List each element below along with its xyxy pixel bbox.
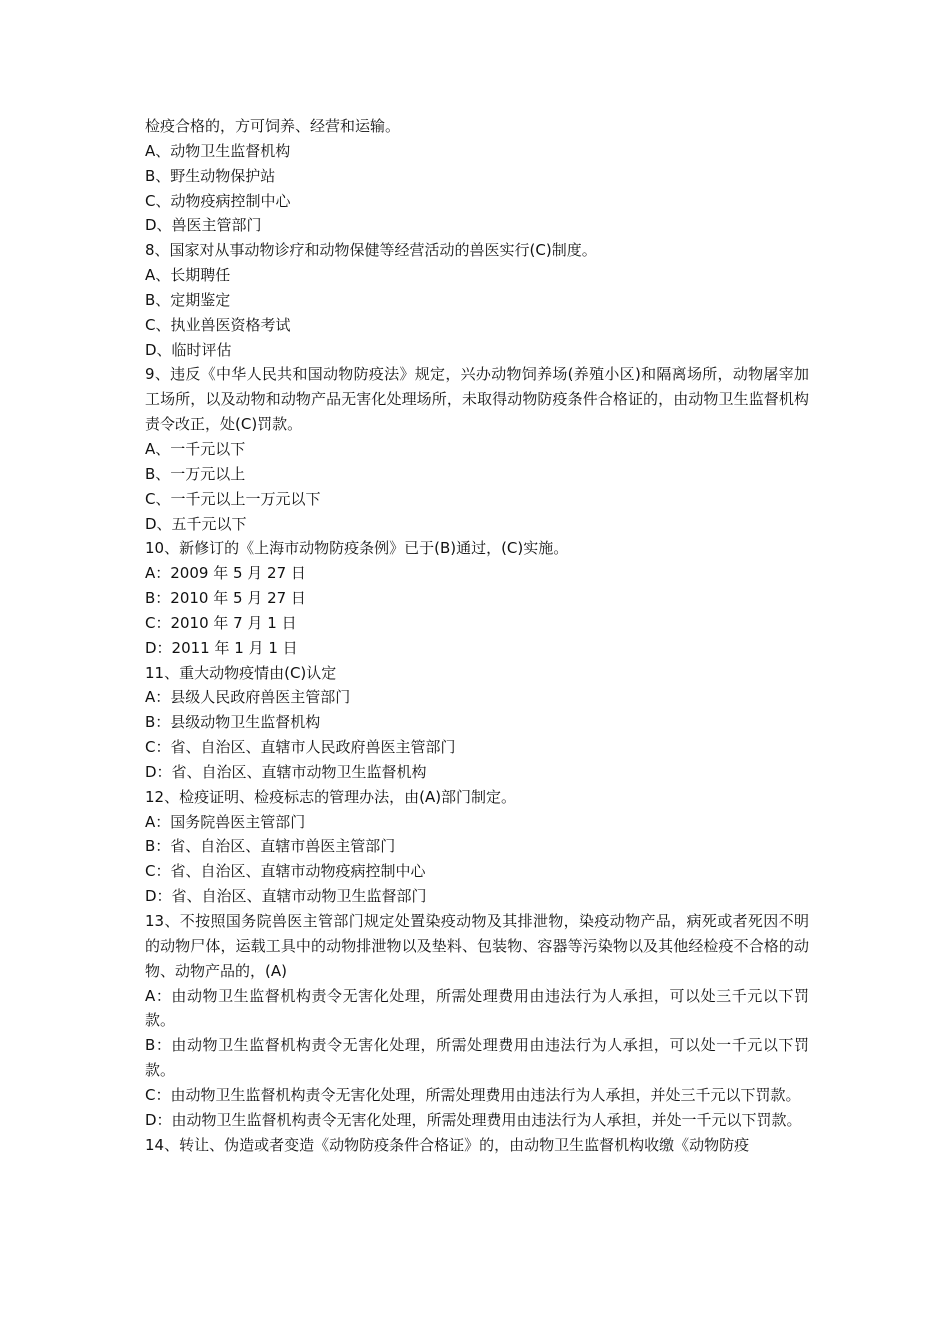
document-page [145, 114, 809, 1157]
text-paragraph: B：由动物卫生监督机构责令无害化处理，所需处理费用由违法行为人承担，可以处一千元以下罚款。 [145, 1036, 809, 1080]
text-line: D、临时评估 [145, 340, 232, 359]
text-line: A：2009 年 5 月 27 日 [145, 564, 306, 583]
text-paragraph: C：由动物卫生监督机构责令无害化处理，所需处理费用由违法行为人承担，并处三千元以下罚款。 [145, 1085, 801, 1104]
text-line: C：省、自治区、直辖市人民政府兽医主管部门 [145, 738, 456, 757]
text-line: 12、检疫证明、检疫标志的管理办法，由(A)部门制定。 [145, 787, 517, 806]
text-paragraph: 14、转让、伪造或者变造《动物防疫条件合格证》的，由动物卫生监督机构收缴《动物防疫 [145, 1135, 750, 1154]
text-line: A、一千元以下 [145, 439, 246, 458]
text-line: 检疫合格的，方可饲养、经营和运输。 [145, 117, 401, 135]
text-line: B、一万元以上 [145, 464, 246, 483]
text-line: C：2010 年 7 月 1 日 [145, 613, 297, 632]
text-line: D、兽医主管部门 [145, 216, 262, 235]
text-line: B：县级动物卫生监督机构 [145, 713, 321, 732]
text-line: A、动物卫生监督机构 [145, 141, 291, 160]
text-line: A：县级人民政府兽医主管部门 [145, 688, 351, 707]
text-line: C、一千元以上一万元以下 [145, 489, 321, 508]
text-paragraph: 9、违反《中华人民共和国动物防疫法》规定，兴办动物饲养场(养殖小区)和隔离场所，动物屠宰加工场所，以及动物和动物产品无害化处理场所，未取得动物防疫条件合格证的，由动物卫生监督机构责令改正，处(C)罚款。 [145, 365, 809, 434]
text-line: 11、重大动物疫情由(C)认定 [145, 663, 337, 682]
text-line: B：省、自治区、直辖市兽医主管部门 [145, 837, 396, 856]
text-line: A：国务院兽医主管部门 [145, 812, 306, 831]
text-line: D：2011 年 1 月 1 日 [145, 638, 298, 657]
text-line: 8、国家对从事动物诊疗和动物保健等经营活动的兽医实行(C)制度。 [145, 241, 597, 260]
text-line: B、定期鉴定 [145, 290, 231, 309]
text-line: B、野生动物保护站 [145, 166, 276, 185]
text-paragraph: D：由动物卫生监督机构责令无害化处理，所需处理费用由违法行为人承担，并处一千元以下罚款。 [145, 1110, 802, 1129]
text-line: D、五千元以下 [145, 514, 247, 533]
text-paragraph: A：由动物卫生监督机构责令无害化处理，所需处理费用由违法行为人承担，可以处三千元以下罚款。 [145, 986, 809, 1030]
text-line: D：省、自治区、直辖市动物卫生监督机构 [145, 762, 427, 781]
text-line: C、动物疫病控制中心 [145, 191, 291, 210]
text-line: D：省、自治区、直辖市动物卫生监督部门 [145, 887, 427, 906]
text-line: 10、新修订的《上海市动物防疫条例》已于(B)通过，(C)实施。 [145, 539, 569, 558]
text-line: A、长期聘任 [145, 266, 231, 285]
text-paragraph: 13、不按照国务院兽医主管部门规定处置染疫动物及其排泄物，染疫动物产品，病死或者死因不明的动物尸体，运载工具中的动物排泄物以及垫料、包装物、容器等污染物以及其他经检疫不合格的动物、动物产品的，(A) [145, 912, 809, 980]
text-line: C：省、自治区、直辖市动物疫病控制中心 [145, 862, 426, 881]
text-line: B：2010 年 5 月 27 日 [145, 589, 306, 608]
text-line: C、执业兽医资格考试 [145, 315, 291, 334]
